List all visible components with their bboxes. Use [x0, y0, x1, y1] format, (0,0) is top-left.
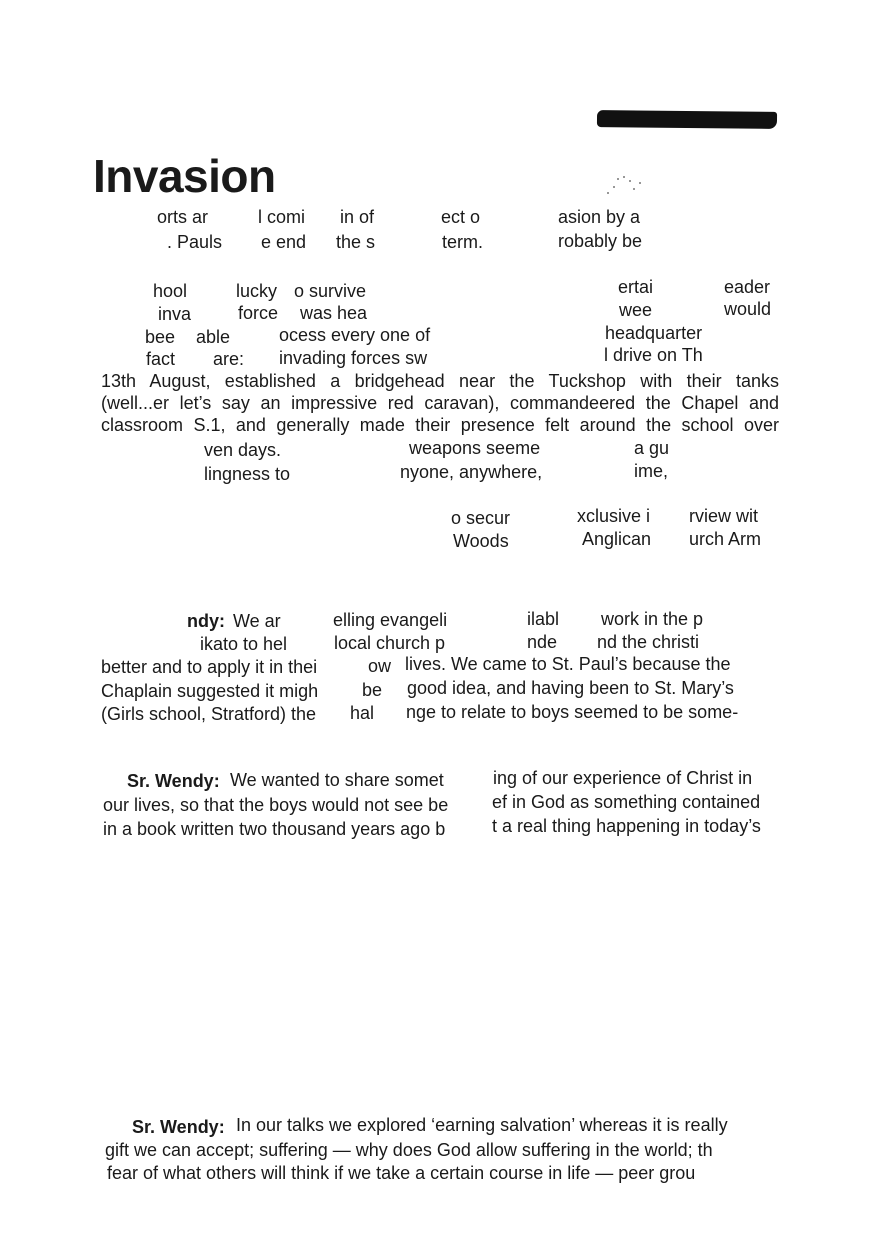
text-fragment: hool — [153, 281, 188, 301]
text-fragment: are: — [213, 349, 245, 369]
text-fragment: a gu — [634, 438, 670, 458]
text-fragment: the s — [336, 232, 376, 252]
text-fragment: nyone, anywhere, — [400, 462, 543, 482]
text-fragment: able — [196, 327, 231, 347]
text-fragment: ocess every one of — [279, 325, 431, 345]
text-fragment: term. — [442, 232, 484, 252]
text-fragment: Woods — [453, 531, 509, 551]
text-fragment: in a book written two thousand years ago b — [103, 819, 446, 839]
speaker-label: ndy: — [187, 611, 225, 631]
text-fragment: ime, — [634, 461, 669, 481]
text-fragment: Anglican — [582, 529, 652, 549]
text-fragment: lives. We came to St. Paul’s because the — [405, 654, 731, 674]
text-fragment: robably be — [558, 231, 643, 251]
text-fragment: hal — [350, 703, 375, 723]
text-fragment: ing of our experience of Christ in — [493, 768, 753, 788]
text-fragment: elling evangeli — [333, 610, 448, 630]
text-fragment: o secur — [451, 508, 511, 528]
text-fragment: in of — [340, 207, 375, 227]
text-fragment: urch Arm — [689, 529, 762, 549]
text-fragment: force — [238, 303, 279, 323]
text-fragment: work in the p — [601, 609, 704, 629]
text-fragment: lingness to — [204, 464, 291, 484]
text-fragment: lucky — [236, 281, 278, 301]
text-fragment: ow — [368, 656, 392, 676]
text-fragment: We ar — [233, 611, 281, 631]
text-fragment: would — [724, 299, 772, 319]
redaction-bar — [597, 110, 777, 129]
text-line: 13th August, established a bridgehead near the Tuckshop with their tanks — [101, 371, 779, 391]
text-fragment: fear of what others will think if we take a certain course in life — peer grou — [107, 1163, 696, 1183]
text-fragment: t a real thing happening in today’s — [492, 816, 761, 836]
text-fragment: o survive — [294, 281, 367, 301]
text-fragment: l drive on Th — [604, 345, 703, 365]
text-fragment: e end — [261, 232, 307, 252]
text-fragment: ilabl — [527, 609, 560, 629]
text-fragment: fact — [146, 349, 176, 369]
text-fragment: Chaplain suggested it migh — [101, 681, 319, 701]
text-fragment: ertai — [618, 277, 654, 297]
text-fragment: invading forces sw — [279, 348, 428, 368]
text-fragment: In our talks we explored ‘earning salvation’ whereas it is really — [236, 1115, 728, 1135]
text-fragment: inva — [158, 304, 192, 324]
text-fragment: weapons seeme — [409, 438, 541, 458]
text-fragment: better and to apply it in thei — [101, 657, 318, 677]
text-fragment: be — [362, 680, 383, 700]
text-fragment: headquarter — [605, 323, 703, 343]
text-fragment: ikato to hel — [200, 634, 288, 654]
text-fragment: our lives, so that the boys would not see be — [103, 795, 449, 815]
text-line: (well...er let’s say an impressive red caravan), commandeered the Chapel and — [101, 393, 779, 413]
text-fragment: nde — [527, 632, 558, 652]
text-fragment: orts ar — [157, 207, 209, 227]
text-fragment: ef in God as something contained — [492, 792, 761, 812]
text-fragment: nge to relate to boys seemed to be some- — [406, 702, 739, 722]
text-fragment: ect o — [441, 207, 481, 227]
text-fragment: xclusive i — [577, 506, 651, 526]
text-line: classroom S.1, and generally made their presence felt around the school over — [101, 415, 779, 435]
text-fragment: l comi — [258, 207, 306, 227]
ink-specks — [603, 172, 653, 198]
text-fragment: wee — [619, 300, 653, 320]
text-fragment: was hea — [300, 303, 368, 323]
text-fragment: local church p — [334, 633, 446, 653]
text-fragment: We wanted to share somet — [230, 770, 444, 790]
text-fragment: good idea, and having been to St. Mary’s — [407, 678, 734, 698]
text-fragment: . Pauls — [167, 232, 223, 252]
text-fragment: eader — [724, 277, 771, 297]
text-fragment: asion by a — [558, 207, 641, 227]
text-fragment: (Girls school, Stratford) the — [101, 704, 317, 724]
speaker-label: Sr. Wendy: — [127, 771, 220, 791]
page-title: Invasion — [93, 150, 276, 202]
text-fragment: ven days. — [204, 440, 282, 460]
text-fragment: gift we can accept; suffering — why does God allow suffering in the world; th — [105, 1140, 713, 1160]
text-fragment: rview wit — [689, 506, 759, 526]
text-fragment: bee — [145, 327, 176, 347]
speaker-label: Sr. Wendy: — [132, 1117, 225, 1137]
text-fragment: nd the christi — [597, 632, 700, 652]
